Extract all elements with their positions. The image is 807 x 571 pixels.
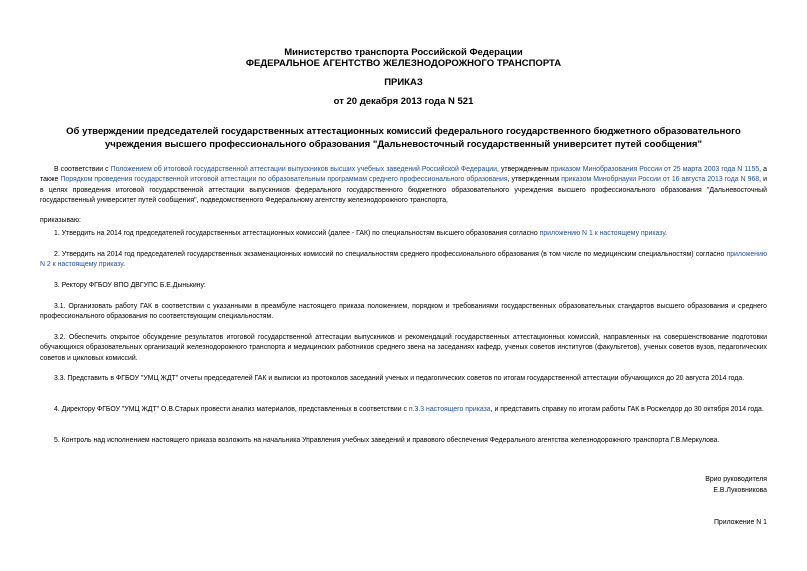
item-2-end: . bbox=[123, 261, 125, 269]
item-2 bbox=[40, 250, 767, 271]
item-4-text: 4. Директору ФГБОУ "УМЦ ЖДТ" О.В.Старых провести анализ материалов, представленных в соответствии с bbox=[54, 406, 409, 413]
preamble-text-3: , а также bbox=[40, 166, 767, 184]
item-5: 5. Контроль над исполнением настоящего приказа возложить на начальника Управления учебных заведений и правового обеспечения Федерального агентства железнодорожного транспорта Г.В.Меркулова. bbox=[54, 437, 720, 444]
preamble-text-5: , и в целях проведения итоговой государственной аттестации выпускников федерального государственного бюджетного образовательного учреждения высшего профессионального образования "Дальневосточный государственный университет путей сообщения", подведомственного Федеральному агентству железнодорожного транспорта, bbox=[40, 176, 767, 204]
link-procedure-attestation[interactable]: Порядком проведения государственной итоговой аттестации по образовательным программам среднего профессионального образования bbox=[60, 176, 508, 184]
preamble-paragraph bbox=[40, 165, 767, 206]
item-2-text: 2. Утвердить на 2014 год председателей государственных экзаменационных комиссий по специальностям среднего профессионального образования (в том числе по медицинским специальностям) согласно bbox=[54, 251, 727, 258]
document-type: ПРИКАЗ bbox=[384, 77, 423, 88]
item-3-1: 3.1. Организовать работу ГАК в соответствии с указанными в преамбуле настоящего приказа положением, порядком и требованиями государственных образовательных стандартов высшего образования и среднего профессионального образования по соответствующим специальностям. bbox=[40, 303, 767, 321]
link-minobr-order-1155[interactable]: приказом Минобразования России от 25 марта 2003 года N 1155 bbox=[550, 166, 760, 173]
item-1-text: 1. Утвердить на 2014 год председателей государственных аттестационных комиссий (далее - ГАК) по специальностям высшего образования согласно bbox=[54, 230, 540, 237]
order-date-number: от 20 декабря 2013 года N 521 bbox=[333, 96, 474, 107]
link-appendix-2[interactable]: приложению N 2 к настоящему приказу bbox=[40, 251, 767, 269]
item-3: 3. Ректору ФГБОУ ВПО ДВГУПС Б.Е.Дынькину: bbox=[54, 282, 206, 289]
item-1 bbox=[40, 229, 767, 239]
item-4 bbox=[40, 405, 767, 415]
item-1-end: . bbox=[665, 230, 668, 237]
document-title: Об утверждении председателей государственных аттестационных комиссий федерального государственного бюджетного образовательного учреждения высшего профессионального образования "Дальневосточный государственный университет путей сообщения" bbox=[66, 126, 741, 150]
preamble-text-4: , утвержденным bbox=[507, 176, 562, 184]
preamble-text-1: В соответствии с bbox=[54, 166, 111, 173]
link-clause-3-3[interactable]: п.3.3 настоящего приказа bbox=[408, 406, 491, 413]
order-word: приказываю: bbox=[40, 217, 81, 224]
agency-name: ФЕДЕРАЛЬНОЕ АГЕНТСТВО ЖЕЛЕЗНОДОРОЖНОГО ТРАНСПОРТА bbox=[245, 58, 562, 69]
item-4-end: , и представить справку по итогам работы ГАК в Росжелдор до 30 октября 2014 года. bbox=[490, 406, 764, 413]
item-3-2: 3.2. Обеспечить открытое обсуждение результатов итоговой государственной аттестации выпускников и рекомендаций государственных аттестационных комиссий, направленных на совершенствование подготовки обучающихся образовательных организаций железнодорожного транспорта и медицинских работников среднего звена на заседаниях кафедр, ученых советов институтов (факультетов), ученых советов вузов, педагогических советов и цикловых комиссий. bbox=[40, 334, 767, 362]
link-regulation-attestation[interactable]: Положением об итоговой государственной аттестации выпускников высших учебных заведений Российской Федерации bbox=[110, 166, 497, 173]
link-minobrnauki-order-968[interactable]: приказом Минобрнауки России от 16 августа 2013 года N 968 bbox=[561, 176, 760, 184]
link-appendix-1[interactable]: приложению N 1 к настоящему приказу bbox=[539, 230, 666, 237]
signatory-name: Е.В.Луковникова bbox=[713, 487, 767, 494]
preamble-text-2: , утвержденным bbox=[497, 166, 551, 173]
item-3-3: 3.3. Представить в ФГБОУ "УМЦ ЖДТ" отчеты председателей ГАК и выписки из протоколов заседаний ученых и педагогических советов по итогам государственной аттестации обучающихся до 20 августа 2014 года. bbox=[54, 375, 745, 382]
appendix-label: Приложение N 1 bbox=[713, 519, 767, 526]
ministry-name: Министерство транспорта Российской Федерации bbox=[284, 47, 523, 58]
signatory-position: Врио руководителя bbox=[705, 476, 767, 483]
